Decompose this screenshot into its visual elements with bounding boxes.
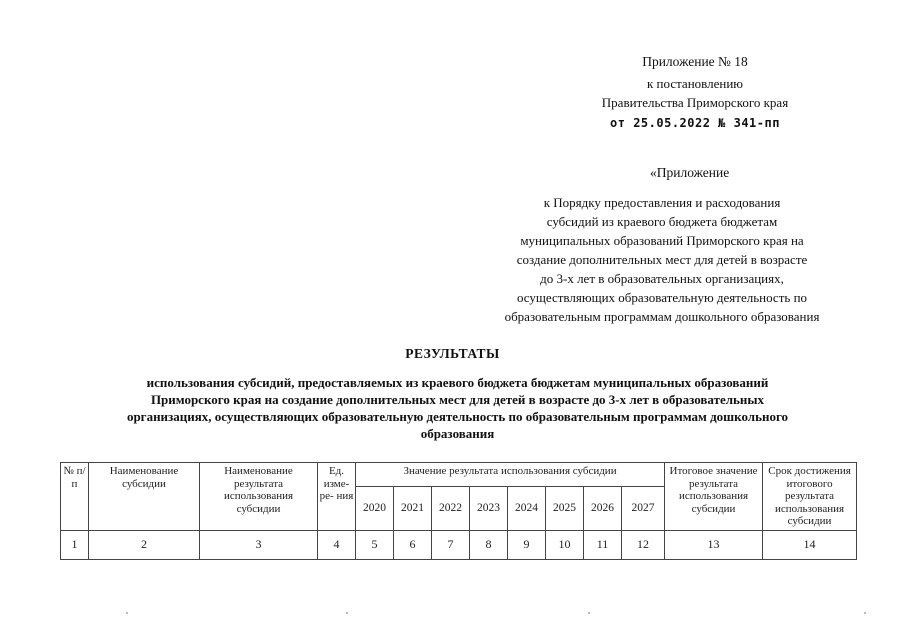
subtitle-line: организациях, осуществляющих образовательную деятельность по образовательным программам дошкольного: [126, 409, 789, 424]
column-number: 11: [584, 530, 622, 559]
header-year: 2025: [546, 487, 584, 530]
column-number: 10: [546, 530, 584, 559]
header-value-group: Значение результата использования субсидии: [356, 463, 665, 487]
header-num: № п/п: [61, 463, 89, 531]
sub-appendix-line: муниципальных образований Приморского края на: [520, 233, 804, 248]
document-title: РЕЗУЛЬТАТЫ: [405, 346, 500, 361]
header-year: 2020: [356, 487, 394, 530]
column-number: 2: [89, 530, 200, 559]
appendix-block: [560, 52, 830, 133]
scan-speck: [346, 612, 348, 614]
column-number: 8: [470, 530, 508, 559]
sub-appendix-heading: «Приложение: [650, 165, 730, 180]
scan-speck: [864, 612, 866, 614]
column-number: 6: [394, 530, 432, 559]
scan-speck: [126, 612, 128, 614]
sub-appendix-line: к Порядку предоставления и расходования: [543, 195, 781, 210]
column-number: 13: [665, 530, 763, 559]
results-table: [60, 462, 857, 560]
appendix-number: Приложение № 18: [642, 54, 748, 69]
header-final-value: Итоговое значение результата использования субсидии: [665, 463, 763, 531]
subtitle-line: использования субсидий, предоставляемых из краевого бюджета бюджетам муниципальных образований: [146, 375, 769, 390]
header-deadline: Срок достижения итогового результата использования субсидии: [763, 463, 857, 531]
column-number: 3: [200, 530, 318, 559]
resolution-date: от 25.05.2022 № 341-пп: [610, 116, 780, 130]
column-number: 12: [622, 530, 665, 559]
appendix-line-1: к постановлению: [646, 76, 744, 91]
column-number: 9: [508, 530, 546, 559]
header-year: 2023: [470, 487, 508, 530]
sub-appendix-line: образовательным программам дошкольного образования: [504, 309, 820, 324]
sub-appendix-line: до 3-х лет в образовательных организациях,: [540, 271, 784, 286]
subtitle-line: Приморского края на создание дополнительных мест для детей в возрасте до 3-х лет в образовательных: [150, 392, 765, 407]
sub-appendix-line: создание дополнительных мест для детей в возрасте: [516, 252, 808, 267]
header-year: 2022: [432, 487, 470, 530]
sub-appendix-body: [470, 193, 854, 326]
scan-speck: [588, 612, 590, 614]
header-unit: Ед. изме- ре- ния: [318, 463, 356, 531]
header-year: 2024: [508, 487, 546, 530]
column-number: 1: [61, 530, 89, 559]
sub-appendix-line: субсидий из краевого бюджета бюджетам: [546, 214, 778, 229]
header-year: 2021: [394, 487, 432, 530]
subtitle-line: образования: [420, 426, 495, 441]
column-number: 5: [356, 530, 394, 559]
column-number: 14: [763, 530, 857, 559]
header-result-name: Наименование результата использования субсидии: [200, 463, 318, 531]
header-year: 2027: [622, 487, 665, 530]
column-number: 7: [432, 530, 470, 559]
sub-appendix-line: осуществляющих образовательную деятельность по: [516, 290, 808, 305]
column-number: 4: [318, 530, 356, 559]
header-year: 2026: [584, 487, 622, 530]
header-subsidy-name: Наименование субсидии: [89, 463, 200, 531]
document-subtitle: [70, 374, 845, 442]
appendix-line-2: Правительства Приморского края: [601, 95, 789, 110]
